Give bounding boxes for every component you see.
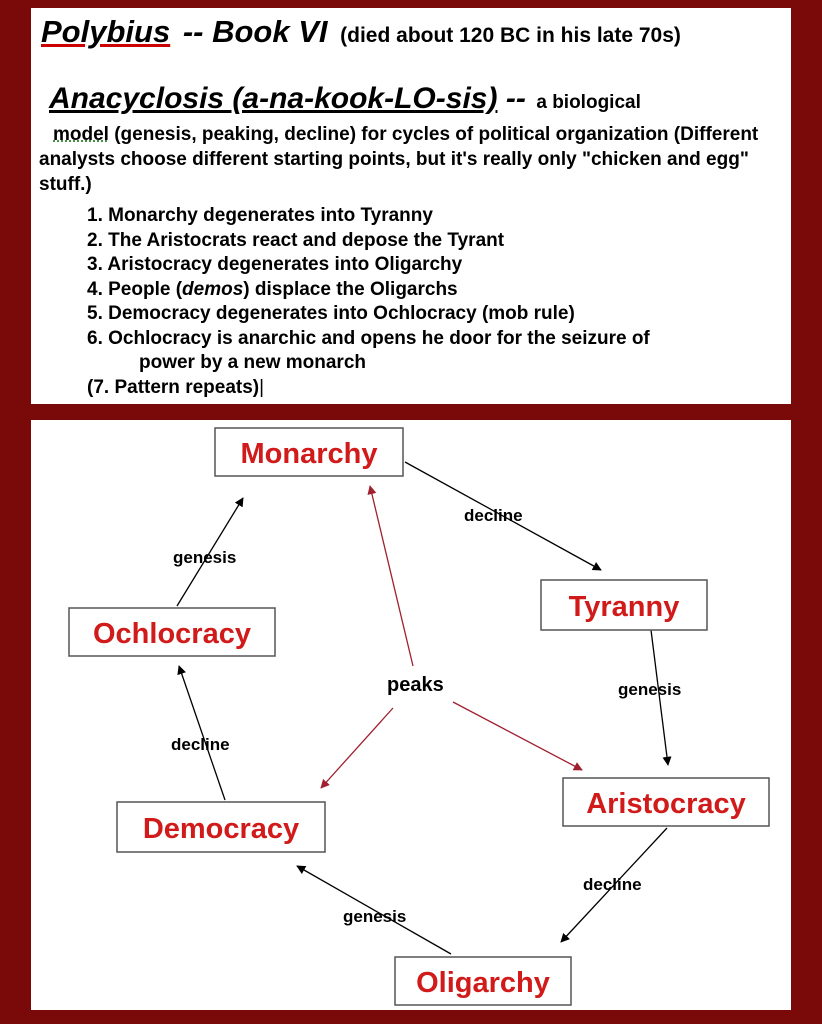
model-word: model bbox=[53, 124, 109, 145]
description-text: (genesis, peaking, decline) for cycles of political organization (Different analysts choose different starting points, but it's really only "chicken and egg" stuff.) bbox=[39, 124, 759, 195]
steps-list bbox=[87, 204, 650, 400]
anacyclosis-diagram bbox=[31, 420, 791, 1010]
node-aristocracy-label: Aristocracy bbox=[586, 788, 746, 820]
step-4-post: ) displace the Oligarchs bbox=[243, 278, 458, 300]
step-6-continued: power by a new monarch bbox=[139, 352, 366, 373]
step-4-pre: 4. People ( bbox=[87, 278, 183, 300]
peaks-arrow-monarchy bbox=[370, 486, 413, 666]
step-7-text: (7. Pattern repeats) bbox=[87, 376, 260, 398]
step-2: 2. The Aristocrats react and depose the Tyrant bbox=[87, 229, 505, 251]
peaks-label: peaks bbox=[387, 674, 444, 696]
peaks-arrow-democracy bbox=[321, 708, 393, 788]
page-title bbox=[41, 14, 681, 50]
text-cursor: | bbox=[259, 376, 265, 398]
label-aristocracy-oligarchy: decline bbox=[583, 875, 642, 894]
label-monarchy-tyranny: decline bbox=[464, 506, 523, 525]
node-democracy bbox=[117, 802, 325, 852]
node-aristocracy bbox=[563, 778, 769, 826]
node-monarchy-label: Monarchy bbox=[240, 438, 378, 470]
title-separator: -- bbox=[182, 14, 204, 49]
text-panel bbox=[31, 8, 791, 404]
step-4 bbox=[87, 278, 650, 303]
step-4-demos: demos bbox=[182, 278, 244, 300]
node-oligarchy bbox=[395, 957, 571, 1005]
node-tyranny bbox=[541, 580, 707, 630]
subheading bbox=[49, 82, 641, 116]
author-name: Polybius bbox=[41, 14, 171, 49]
description bbox=[39, 122, 789, 197]
step-5: 5. Democracy degenerates into Ochlocracy (mob rule) bbox=[87, 303, 575, 324]
node-democracy-label: Democracy bbox=[142, 813, 300, 845]
step-7 bbox=[87, 376, 650, 401]
diagram-panel bbox=[31, 420, 791, 1010]
label-tyranny-aristocracy: genesis bbox=[618, 680, 682, 699]
died-note: (died about 120 BC in his late 70s) bbox=[340, 24, 681, 47]
subheading-separator: -- bbox=[505, 82, 526, 115]
arrow-democracy-ochlocracy bbox=[179, 666, 225, 800]
step-6: 6. Ochlocracy is anarchic and opens he door for the seizure of bbox=[87, 327, 650, 349]
node-oligarchy-label: Oligarchy bbox=[416, 967, 550, 999]
node-ochlocracy-label: Ochlocracy bbox=[93, 618, 251, 650]
subheading-intro: a biological bbox=[536, 92, 641, 113]
step-3: 3. Aristocracy degenerates into Oligarchy bbox=[87, 254, 463, 275]
label-democracy-ochlocracy: decline bbox=[171, 735, 230, 754]
node-tyranny-label: Tyranny bbox=[568, 591, 680, 623]
peaks-arrow-aristocracy bbox=[453, 702, 582, 770]
step-1: 1. Monarchy degenerates into Tyranny bbox=[87, 205, 433, 226]
book-title: Book VI bbox=[212, 14, 328, 49]
node-monarchy bbox=[215, 428, 403, 476]
label-oligarchy-democracy: genesis bbox=[343, 907, 407, 926]
node-ochlocracy bbox=[69, 608, 275, 656]
anacyclosis-term: Anacyclosis (a-na-kook-LO-sis) bbox=[49, 82, 498, 115]
label-ochlocracy-monarchy: genesis bbox=[173, 548, 237, 567]
